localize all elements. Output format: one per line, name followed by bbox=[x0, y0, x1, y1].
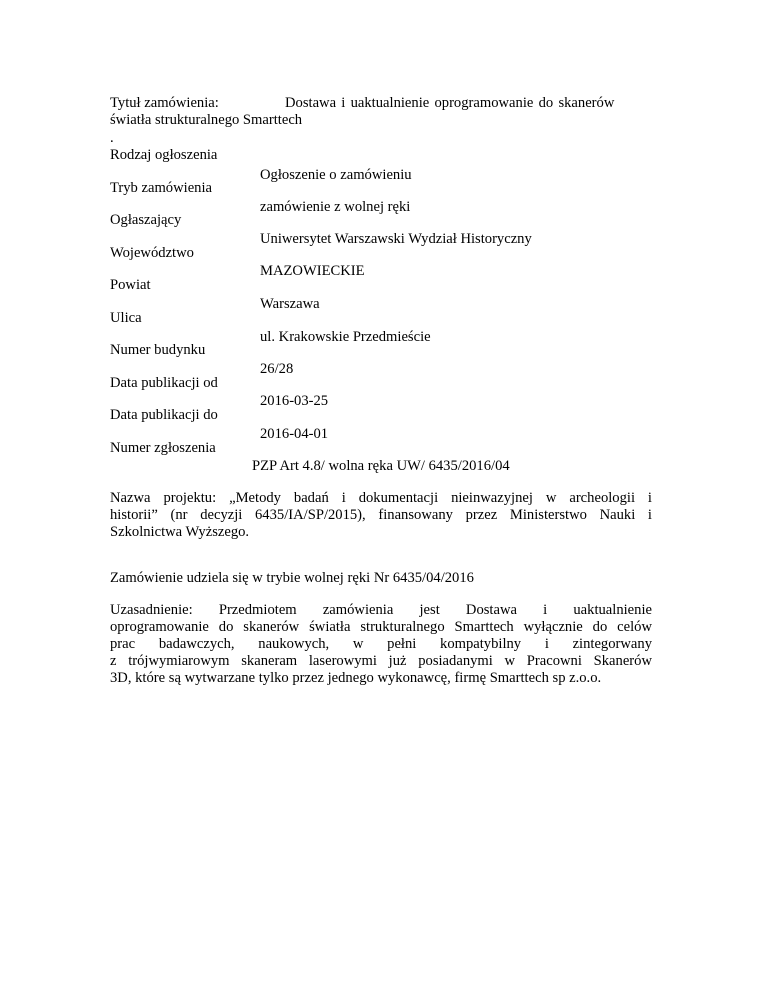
project-line-1: Nazwa projektu: „Metody badań i dokumentacji nieinwazyjnej w archeologii i bbox=[110, 490, 652, 506]
value-numer-zgloszenia: PZP Art 4.8/ wolna ręka UW/ 6435/2016/04 bbox=[252, 458, 510, 474]
label-numer-zgloszenia: Numer zgłoszenia bbox=[110, 440, 216, 456]
justification-line-1: Uzasadnienie: Przedmiotem zamówienia jest Dostawa i uaktualnienie bbox=[110, 602, 652, 618]
project-line-2: historii” (nr decyzji 6435/IA/SP/2015), finansowany przez Ministerstwo Nauki i bbox=[110, 507, 652, 523]
value-data-publikacji-od: 2016-03-25 bbox=[260, 393, 329, 409]
justification-line-2: oprogramowanie do skanerów światła strukturalnego Smarttech wyłącznie do celów bbox=[110, 619, 652, 635]
stray-dot: . bbox=[110, 130, 114, 146]
label-data-publikacji-od: Data publikacji od bbox=[110, 375, 218, 391]
value-powiat: Warszawa bbox=[260, 296, 320, 312]
value-oglaszajacy: Uniwersytet Warszawski Wydział Historyczny bbox=[260, 231, 532, 247]
justification-line-3: prac badawczych, naukowych, w pełni kompatybilny i zintegorwany bbox=[110, 636, 652, 652]
title-value: Dostawa i uaktualnienie oprogramowanie do skanerów bbox=[285, 95, 615, 111]
project-paragraph bbox=[110, 490, 652, 541]
label-data-publikacji-do: Data publikacji do bbox=[110, 407, 218, 423]
value-data-publikacji-do: 2016-04-01 bbox=[260, 426, 329, 442]
project-line-3: Szkolnictwa Wyższego. bbox=[110, 524, 250, 540]
justification-paragraph bbox=[110, 602, 652, 687]
label-rodzaj-ogloszenia: Rodzaj ogłoszenia bbox=[110, 147, 218, 163]
justification-line-4: z trójwymiarowym skaneram laserowymi już posiadanymi w Pracowni Skanerów bbox=[110, 653, 652, 669]
value-rodzaj-ogloszenia: Ogłoszenie o zamówieniu bbox=[260, 167, 412, 183]
label-ulica: Ulica bbox=[110, 310, 142, 326]
title-value-continuation: światła strukturalnego Smarttech bbox=[110, 112, 303, 128]
award-statement: Zamówienie udziela się w trybie wolnej ręki Nr 6435/04/2016 bbox=[110, 570, 474, 586]
label-wojewodztwo: Województwo bbox=[110, 245, 194, 261]
justification-line-5: 3D, które są wytwarzane tylko przez jednego wykonawcę, firmę Smarttech sp z.o.o. bbox=[110, 670, 602, 686]
value-ulica: ul. Krakowskie Przedmieście bbox=[260, 329, 431, 345]
label-oglaszajacy: Ogłaszający bbox=[110, 212, 182, 228]
value-tryb-zamowienia: zamówienie z wolnej ręki bbox=[260, 199, 411, 215]
label-powiat: Powiat bbox=[110, 277, 151, 293]
value-wojewodztwo: MAZOWIECKIE bbox=[260, 263, 365, 279]
label-tryb-zamowienia: Tryb zamówienia bbox=[110, 180, 213, 196]
title-label: Tytuł zamówienia: bbox=[110, 95, 219, 111]
value-numer-budynku: 26/28 bbox=[260, 361, 294, 377]
label-numer-budynku: Numer budynku bbox=[110, 342, 206, 358]
